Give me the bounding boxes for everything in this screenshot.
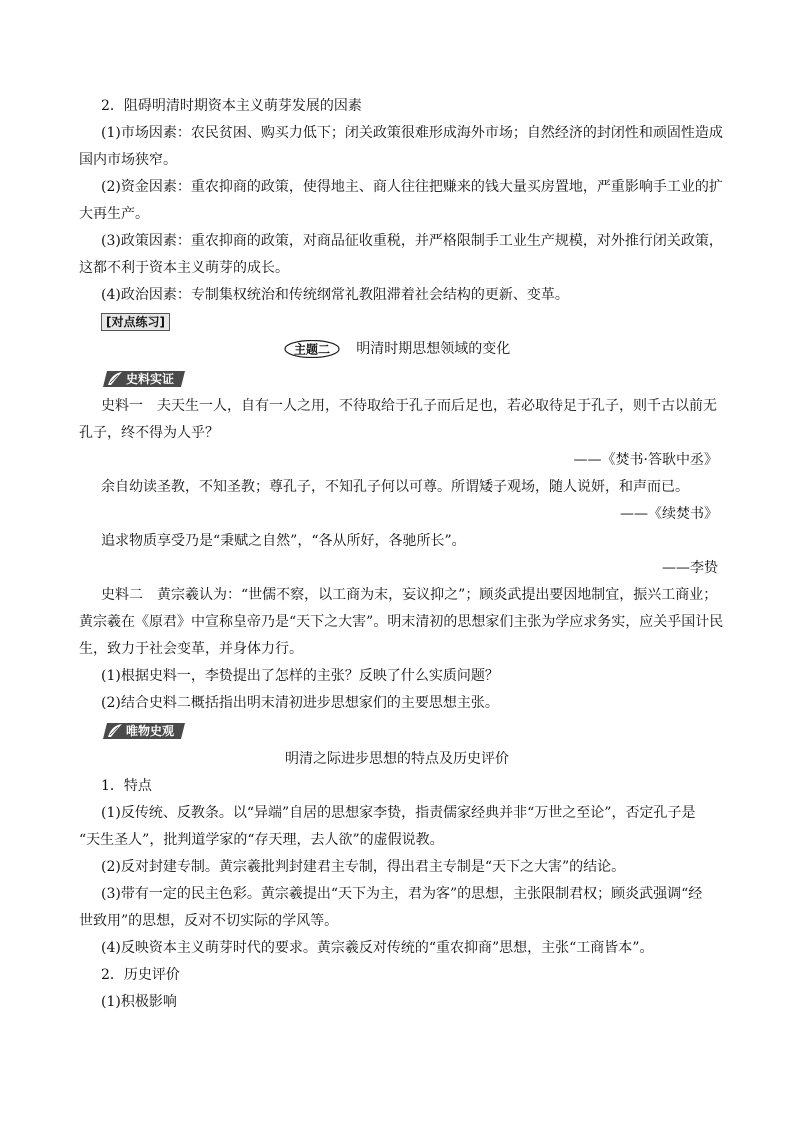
practice-tag: [对点练习]	[101, 313, 170, 331]
citation: ——《续焚书》	[620, 506, 718, 522]
badge-label: 史料实证	[126, 372, 175, 386]
section-badge-sources	[101, 370, 189, 388]
paragraph-line: (1)反传统、反教条。以“异端”自居的思想家李贽，指责儒家经典并非“万世之至论”，否定孔子是	[101, 805, 696, 821]
subheading: 2．历史评价	[101, 967, 180, 983]
section-title: 明清之际进步思想的特点及历史评价	[285, 751, 509, 767]
source-line: 史料一 夫天生一人，自有一人之用，不待取给于孔子而后足也，若必取待足于孔子，则千古以前无	[101, 398, 717, 414]
source-line: 生，致力于社会变革，并身体力行。	[79, 641, 303, 657]
topic-heading	[0, 339, 794, 359]
citation: ——李贽	[662, 560, 718, 576]
source-line: 孔子，终不得为人乎？	[79, 425, 219, 441]
citation: ——《焚书·答耿中丞》	[573, 452, 718, 468]
paragraph-line: 这都不利于资本主义萌芽的成长。	[79, 260, 289, 276]
paragraph-line: 大再生产。	[79, 206, 149, 222]
source-line: 史料二 黄宗羲认为：“世儒不察，以工商为末，妄议抑之”；顾炎武提出要因地制宜，振兴工商业；	[101, 587, 718, 603]
paragraph-line: 国内市场狭窄。	[79, 152, 177, 168]
section-badge-views	[101, 722, 189, 740]
paragraph-line: (1)积极影响	[101, 994, 177, 1010]
source-line: 黄宗羲在《原君》中宣称皇帝乃是“天下之大害”。明末清初的思想家们主张为学应求务实，应关乎国计民	[79, 614, 724, 630]
paragraph-line: (3)带有一定的民主色彩。黄宗羲提出“天下为主，君为客”的思想，主张限制君权；顾炎武强调“经	[101, 886, 703, 902]
topic-badge-icon	[284, 340, 340, 358]
paragraph-line: 世致用”的思想，反对不切实际的学风等。	[79, 913, 339, 929]
paragraph-line: (2)反对封建专制。黄宗羲批判封建君主专制，得出君主专制是“天下之大害”的结论。	[101, 859, 626, 875]
question: (2)结合史料二概括指出明末清初进步思想家们的主要思想主张。	[101, 695, 499, 711]
paragraph-line: “天生圣人”，批判道学家的“存天理，去人欲”的虚假说教。	[79, 832, 444, 848]
source-line: 余自幼读圣教，不知圣教；尊孔子，不知孔子何以可尊。所谓矮子观场，随人说妍，和声而已。	[101, 479, 689, 495]
paragraph-line: (2)资金因素：重农抑商的政策，使得地主、商人往往把赚来的钱大量买房置地，严重影响手工业的扩	[101, 179, 723, 195]
source-line: 追求物质享受乃是“秉赋之自然”，“各从所好，各驰所长”。	[101, 533, 466, 549]
paragraph-line: (4)反映资本主义萌芽时代的要求。黄宗羲反对传统的“重农抑商”思想，主张“工商皆本”。	[101, 940, 654, 956]
topic-badge-text: 主题二	[293, 342, 330, 357]
section-heading: 2．阻碍明清时期资本主义萌芽发展的因素	[101, 98, 362, 114]
topic-title: 明清时期思想领域的变化	[356, 341, 511, 357]
badge-label: 唯物史观	[126, 724, 175, 738]
subheading: 1．特点	[101, 778, 152, 794]
paragraph-line: (1)市场因素：农民贫困、购买力低下；闭关政策很难形成海外市场；自然经济的封闭性和顽固性造成	[101, 125, 723, 141]
question: (1)根据史料一，李贽提出了怎样的主张？反映了什么实质问题？	[101, 668, 499, 684]
paragraph-line: (4)政治因素：专制集权统治和传统纲常礼教阻滞着社会结构的更新、变革。	[101, 287, 569, 303]
paragraph-line: (3)政策因素：重农抑商的政策，对商品征收重税，并严格限制手工业生产规模，对外推行闭关政策，	[101, 233, 723, 249]
